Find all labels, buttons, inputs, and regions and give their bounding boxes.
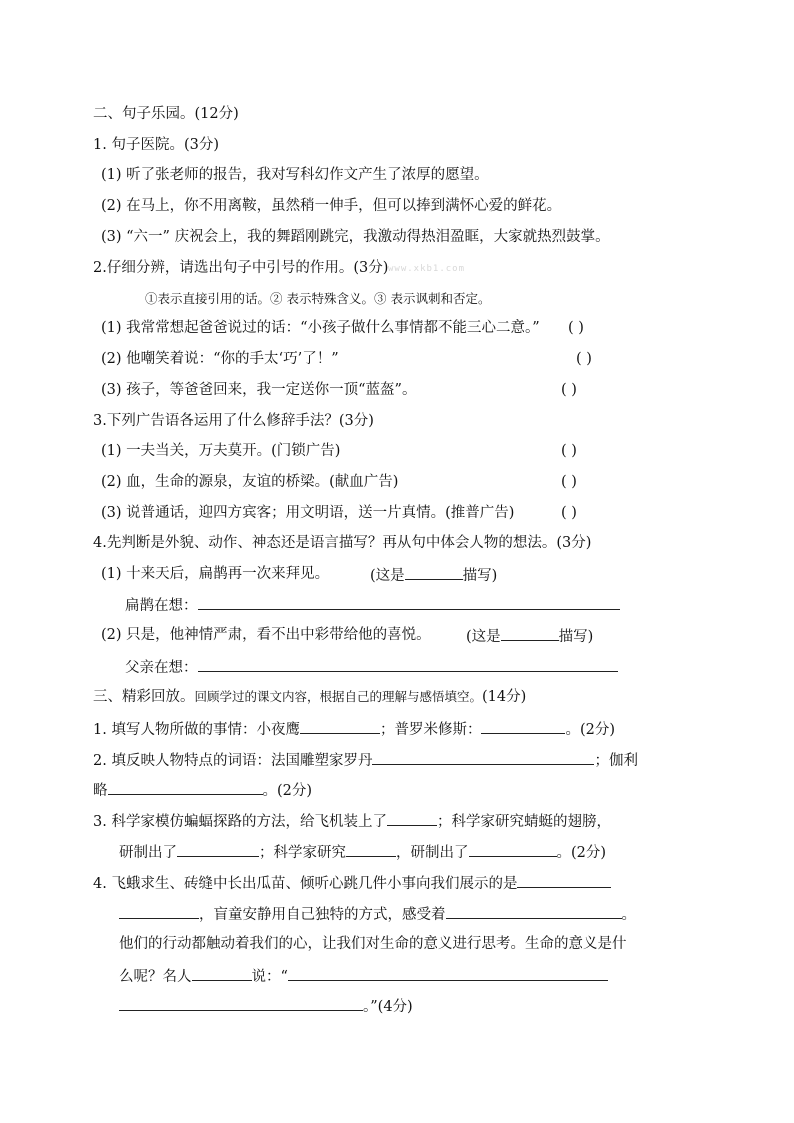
s3-q2-text-d: 。(2分)	[262, 783, 313, 799]
s3-q4-text-c: 。	[621, 907, 636, 923]
paren-open: (这是	[370, 568, 405, 584]
s3-q3-blank-3[interactable]	[346, 841, 396, 857]
q4-think-1	[125, 594, 620, 616]
s3-q4-text-b: ，盲童安静用自己独特的方式，感受着	[199, 907, 446, 923]
s3-q4-blank-2[interactable]	[119, 903, 199, 919]
s3-q4-line-1	[93, 872, 611, 894]
q3-item-1: (1) 一夫当关，万夫莫开。(门锁广告)	[101, 443, 341, 459]
paren-close: 描写)	[462, 568, 498, 584]
q2-item-2: (2) 他嘲笑着说：“你的手太‘巧’了！”	[101, 351, 339, 367]
s3-q1-text-c: 。(2分)	[565, 722, 615, 738]
s3-q2-line-1	[93, 749, 638, 771]
think-label: 父亲在想：	[125, 660, 198, 676]
type-blank-2[interactable]	[501, 625, 559, 641]
s3-q2-text-a: 2. 填反映人物特点的词语：法国雕塑家罗丹	[93, 753, 373, 769]
s3-q4-blank-6[interactable]	[119, 995, 363, 1011]
s3-q2-text-c: 略	[93, 783, 108, 799]
s3-q3-line-2	[119, 841, 606, 863]
s3-q4-line-2	[119, 903, 636, 925]
s3-q1-blank-1[interactable]	[300, 718, 380, 734]
q2-title: 2.仔细分辨，请选出句子中引号的作用。(3分)	[93, 260, 389, 276]
q2-item-3: (3) 孩子，等爸爸回来，我一定送你一顶“蓝盔”。	[101, 382, 417, 398]
s3-q3-blank-2[interactable]	[177, 841, 259, 857]
s3-q2-blank-1[interactable]	[372, 749, 594, 765]
q1-item-3: (3) “六一” 庆祝会上，我的舞蹈刚跳完，我激动得热泪盈眶，大家就热烈鼓掌。	[101, 229, 610, 245]
watermark: www.xkb1.com	[388, 264, 466, 274]
s3-q4-blank-3[interactable]	[446, 903, 622, 919]
q3-answer-1[interactable]: ( )	[561, 443, 577, 459]
s3-q3-text-e: ，研制出了	[396, 845, 469, 861]
q2-item-1: (1) 我常常想起爸爸说过的话：“小孩子做什么事情都不能三心二意。”	[101, 320, 540, 336]
section-2-title: 二、句子乐园。(12分)	[93, 106, 239, 122]
section-3-note: 回顾学过的课文内容，根据自己的理解与感悟填空。	[194, 689, 483, 704]
think-blank-2[interactable]	[198, 656, 618, 672]
q4-item-2: (2) 只是，他神情严肃，看不出中彩带给他的喜悦。	[101, 627, 431, 643]
s3-q4-line-5	[119, 995, 413, 1017]
s3-q4-text-e: 么呢？名人	[119, 969, 192, 985]
s3-q2-blank-2[interactable]	[108, 779, 263, 795]
section-3-score: (14分)	[482, 689, 527, 705]
q1-item-2: (2) 在马上，你不用离鞍，虽然稍一伸手，但可以捧到满怀心爱的鲜花。	[101, 198, 562, 214]
q3-title: 3.下列广告语各运用了什么修辞手法？(3分)	[93, 413, 374, 429]
s3-q4-line-3: 他们的行动都触动着我们的心，让我们对生命的意义进行思考。生命的意义是什	[119, 936, 627, 952]
paren-close: 描写)	[558, 629, 594, 645]
section-3-title	[93, 687, 526, 707]
s3-q3-text-c: 研制出了	[119, 845, 177, 861]
think-label: 扁鹊在想：	[125, 598, 198, 614]
s3-q3-text-d: ；科学家研究	[259, 845, 346, 861]
s3-q3-blank-4[interactable]	[469, 841, 557, 857]
q3-answer-2[interactable]: ( )	[561, 474, 577, 490]
s3-q4-text-f: 说：“	[251, 969, 288, 985]
q4-type-2	[466, 625, 593, 647]
q2-answer-3[interactable]: ( )	[561, 382, 577, 398]
q4-think-2	[125, 656, 618, 678]
s3-q3-text-b: ；科学家研究蜻蜓的翅膀，	[436, 814, 611, 830]
think-blank-1[interactable]	[198, 594, 620, 610]
s3-q1-text-b: ；普罗米修斯：	[379, 722, 482, 738]
q3-item-3: (3) 说普通话，迎四方宾客；用文明语，送一片真情。(推普广告)	[101, 505, 515, 521]
paren-open: (这是	[466, 629, 501, 645]
q3-item-2: (2) 血，生命的源泉，友谊的桥梁。(献血广告)	[101, 474, 399, 490]
s3-q4-blank-5[interactable]	[288, 965, 608, 981]
s3-q3-text-a: 3. 科学家模仿蝙蝠探路的方法，给飞机装上了	[93, 814, 387, 830]
s3-q1	[93, 718, 615, 740]
s3-q1-text-a: 1. 填写人物所做的事情：小夜鹰	[93, 722, 300, 738]
type-blank-1[interactable]	[405, 564, 463, 580]
s3-q4-line-4	[119, 965, 608, 987]
q4-type-1	[370, 564, 497, 586]
section-3-heading: 三、精彩回放。	[93, 689, 195, 705]
s3-q4-text-a: 4. 飞蛾求生、砖缝中长出瓜苗、倾听心跳几件小事向我们展示的是	[93, 876, 518, 892]
q3-answer-3[interactable]: ( )	[561, 505, 577, 521]
q4-title: 4.先判断是外貌、动作、神态还是语言描写？再从句中体会人物的想法。(3分)	[93, 535, 592, 551]
s3-q3-blank-1[interactable]	[387, 810, 437, 826]
q1-item-1: (1) 听了张老师的报告，我对写科幻作文产生了浓厚的愿望。	[101, 167, 489, 183]
q4-item-1: (1) 十来天后，扁鹊再一次来拜见。	[101, 566, 330, 582]
s3-q3-line-1	[93, 810, 611, 832]
q2-options: ①表示直接引用的话。② 表示特殊含义。③ 表示讽刺和否定。	[145, 291, 491, 306]
s3-q2-line-2	[93, 779, 312, 801]
s3-q4-text-g: 。”(4分)	[363, 999, 413, 1015]
s3-q2-text-b: ；伽利	[594, 753, 638, 769]
s3-q4-blank-4[interactable]	[192, 965, 252, 981]
q1-title: 1. 句子医院。(3分)	[93, 137, 219, 153]
s3-q4-blank-1[interactable]	[517, 872, 611, 888]
s3-q1-blank-2[interactable]	[481, 718, 565, 734]
q2-answer-2[interactable]: ( )	[576, 351, 592, 367]
q2-answer-1[interactable]: ( )	[568, 320, 584, 336]
s3-q3-text-f: 。(2分)	[556, 845, 607, 861]
